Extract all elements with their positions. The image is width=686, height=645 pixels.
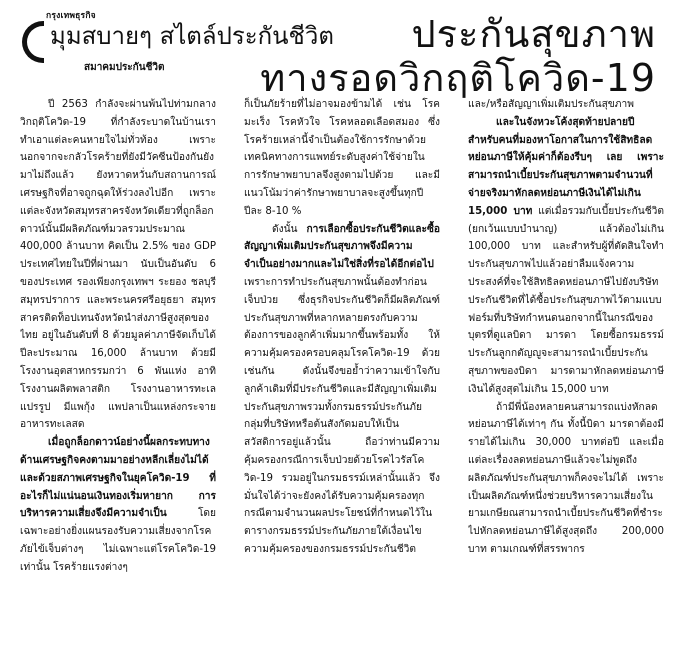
body-text: เพราะการทำประกันสุขภาพนั้นต้องทำก่อนเจ็บป่วย ซึ่งธุรกิจประกันชีวิตก็มีผลิตภัณฑ์ประกันสุขภาพที่หลากหลายตรงกับความต้องการของลูกค้าเพิ่มมากขึ้นพร้อมทั้ง ให้ความคุ้มครองครอบคลุมโรคโควิด-19 ด้วยเช่นกัน ดังนั้นจึงขอย้ำว่าความเข้าใจกับลูกค้าเดิมที่มีประกันชีวิตและมีสัญญาเพิ่มเติมประกันสุขภาพรวมทั้งกรมธรรม์ประกันภัยกลุ่มที่บริษัทหรือต้นสังกัดมอบให้เป็นสวัสดิการอยู่แล้วนั้น ถือว่าท่านมีความคุ้มครองกรณีการเจ็บป่วยด้วยโรคไวรัสโควิด-19 รวมอยู่ในกรมธรรม์เหล่านั้นแล้ว จึงมั่นใจได้ว่าจะยังคงได้รับความคุ้มครองทุกกรณีตามจำนวนผลประโยชน์ที่กำหนดไว้ในตารางกรมธรรม์ประกันภัยภายใต้เงื่อนไขความคุ้มครองของกรมธรรม์ประกันชีวิต (244, 276, 440, 555)
emphasis-text: และในจังหวะโค้งสุดท้ายปลายปีสำหรับคนที่มองหาโอกาสในการใช้สิทธิลดหย่อนภาษีให้คุ้มค่าก็ต้องรีบๆ เลย เพราะสามารถนำเบี้ยประกันสุขภาพตามจำนวนที่จ่ายจริงมาหักลดหย่อนภาษีเงินได้ไม่เกิน 15,000 บาท (468, 116, 664, 217)
paragraph (244, 221, 440, 559)
paragraph: ก็เป็นภัยร้ายที่ไม่อาจมองข้ามได้ เช่น โรคมะเร็ง โรคหัวใจ โรคหลอดเลือดสมอง ซึ่งโรคร้ายเหล่านี้จำเป็นต้องใช้การรักษาด้วยเทคนิคทางการแพทย์ระดับสูงค่าใช้จ่ายในการรักษาพยาบาลจึงสูงตามไปด้วย และมีแนวโน้มว่าค่ารักษาพยาบาลจะสูงขึ้นทุกปี ปีละ 8-10 % (244, 99, 440, 217)
paragraph (468, 114, 664, 399)
paragraph: ถ้ามีพี่น้องหลายคนสามารถแบ่งหักลดหย่อนภาษีได้เท่าๆ กัน ทั้งนี้บิดา มารดาต้องมีรายได้ไม่เกิน 30,000 บาทต่อปี และเมื่อแต่ละเรื่องลดหย่อนภาษีแล้วจะไม่พูดถึงผลิตภัณฑ์ประกันสุขภาพก็คงจะไม่ได้ เพราะเป็นผลิตภัณฑ์หนึ่งช่วยบริหารความเสี่ยงในยามเกษียณสามารถนำเบี้ยประกันชีวิตที่ชำระไปหักลดหย่อนภาษีได้สูงสุดถึง 200,000 บาท ตามเกณฑ์ที่สรรพากร (468, 401, 664, 555)
article-column-3 (468, 96, 664, 641)
association-name: สมาคมประกันชีวิต (84, 62, 165, 73)
emphasis-text: การเลือกซื้อประกันชีวิตและซื้อสัญญาเพิ่มเติมประกันสุขภาพจึงมีความจำเป็นอย่างมากและไม่ใช่สิ่งที่รอได้อีกต่อไป (244, 223, 440, 271)
article-column-1 (20, 96, 216, 641)
publication-brand: กรุงเทพธุรกิจ (46, 11, 96, 21)
paragraph: ปี 2563 กำลังจะผ่านพ้นไปท่ามกลางวิกฤติโควิด-19 ที่กำลังระบาดในบ้านเรา ทำเอาแต่ละคนหายใจไม่ทั่วท้อง เพราะนอกจากจะกลัวโรคร้ายที่ยังมีวัคซีนป้องกันยังมาไม่ถึงแล้ว ยังหวาดหวั่นกับสถานการณ์เศรษฐกิจที่อาจถูกฉุดให้ร่วงลงไปอีก เพราะแต่ละจังหวัดสมุทรสาครจังหวัดเดียวที่ถูกล็อกดาวน์นั้นมีผลิตภัณฑ์มวลรวมประมาณ 400,000 ล้านบาท คิดเป็น 2.5% ของ GDP ประเทศไทยในปีที่ผ่านมา นับเป็นอันดับ 6 ของประเทศ รองเพียงกรุงเทพฯ ระยอง ชลบุรี สมุทรปราการ และพระนครศรีอยุธยา สมุทรสาครติดท็อปเทนจังหวัดนำส่งภาษีสูงสุดของไทย อยู่ในอันดับที่ 8 ด้วยมูลค่าภาษีจัดเก็บได้ปีละประมาณ 16,000 ล้านบาท ด้วยมีโรงงานอุตสาหกรรมกว่า 6 พันแห่ง อาทิ โรงงานผลิตพลาสติก โรงงานอาหารทะเลแปรรูป มีแพกุ้ง แพปลาเป็นแหล่งกระจายอาหารทะเลสด (20, 99, 216, 431)
body-text: โดยเฉพาะอย่างยิ่งแผนรองรับความเสี่ยงจากโรคภัยไข้เจ็บต่างๆ ไม่เฉพาะแต่โรคโควิด-19 เท่านั้น โรคร้ายแรงต่างๆ (20, 508, 216, 573)
paragraph (20, 434, 216, 576)
headline-line-2: ทางรอดวิกฤติโควิด-19 (260, 56, 656, 100)
headline (260, 12, 656, 100)
headline-line-1: ประกันสุขภาพ (411, 12, 656, 56)
bracket-logo-icon (22, 21, 44, 63)
column-name: มุมสบายๆ สไตล์ประกันชีวิต (50, 22, 334, 50)
emphasis-text: เมื่อถูกล็อกดาวน์อย่างนี้ผลกระทบทางด้านเศรษฐกิจคงตามมาอย่างหลีกเลี่ยงไม่ได้ และด้วยสภาพเศรษฐกิจในยุคโควิด-19 ที่อะไรก็ไม่แน่นอนเงินทองเริ่มหายาก การบริหารความเสี่ยงจึงมีความจำเป็น (20, 437, 216, 520)
body-text: ดังนั้น (272, 223, 307, 235)
article-body (20, 96, 666, 641)
body-text: แต่เมื่อรวมกับเบี้ยประกันชีวิต (ยกเว้นแบบบำนาญ) แล้วต้องไม่เกิน 100,000 บาท และสำหรับผู้ที่ตัดสินใจทำประกันสุขภาพไปแล้วอย่าลืมแจ้งความประสงค์ที่จะใช้สิทธิลดหย่อนภาษีไปยังบริษัทประกันชีวิตที่ได้ซื้อประกันสุขภาพไว้ตามแบบฟอร์มที่บริษัทกำหนดนอกจากนี้ในกรณีของบุตรที่ดูแลบิดา มารดา โดยซื้อกรมธรรม์ประกันลูกกตัญญูจะสามารถนำเบี้ยประกันสุขภาพของบิดา มารดามาหักลดหย่อนภาษีเงินได้สูงสุดไม่เกิน 15,000 บาท (468, 205, 664, 395)
paragraph: และ/หรือสัญญาเพิ่มเติมประกันสุขภาพ (468, 99, 634, 110)
article-column-2 (244, 96, 440, 641)
